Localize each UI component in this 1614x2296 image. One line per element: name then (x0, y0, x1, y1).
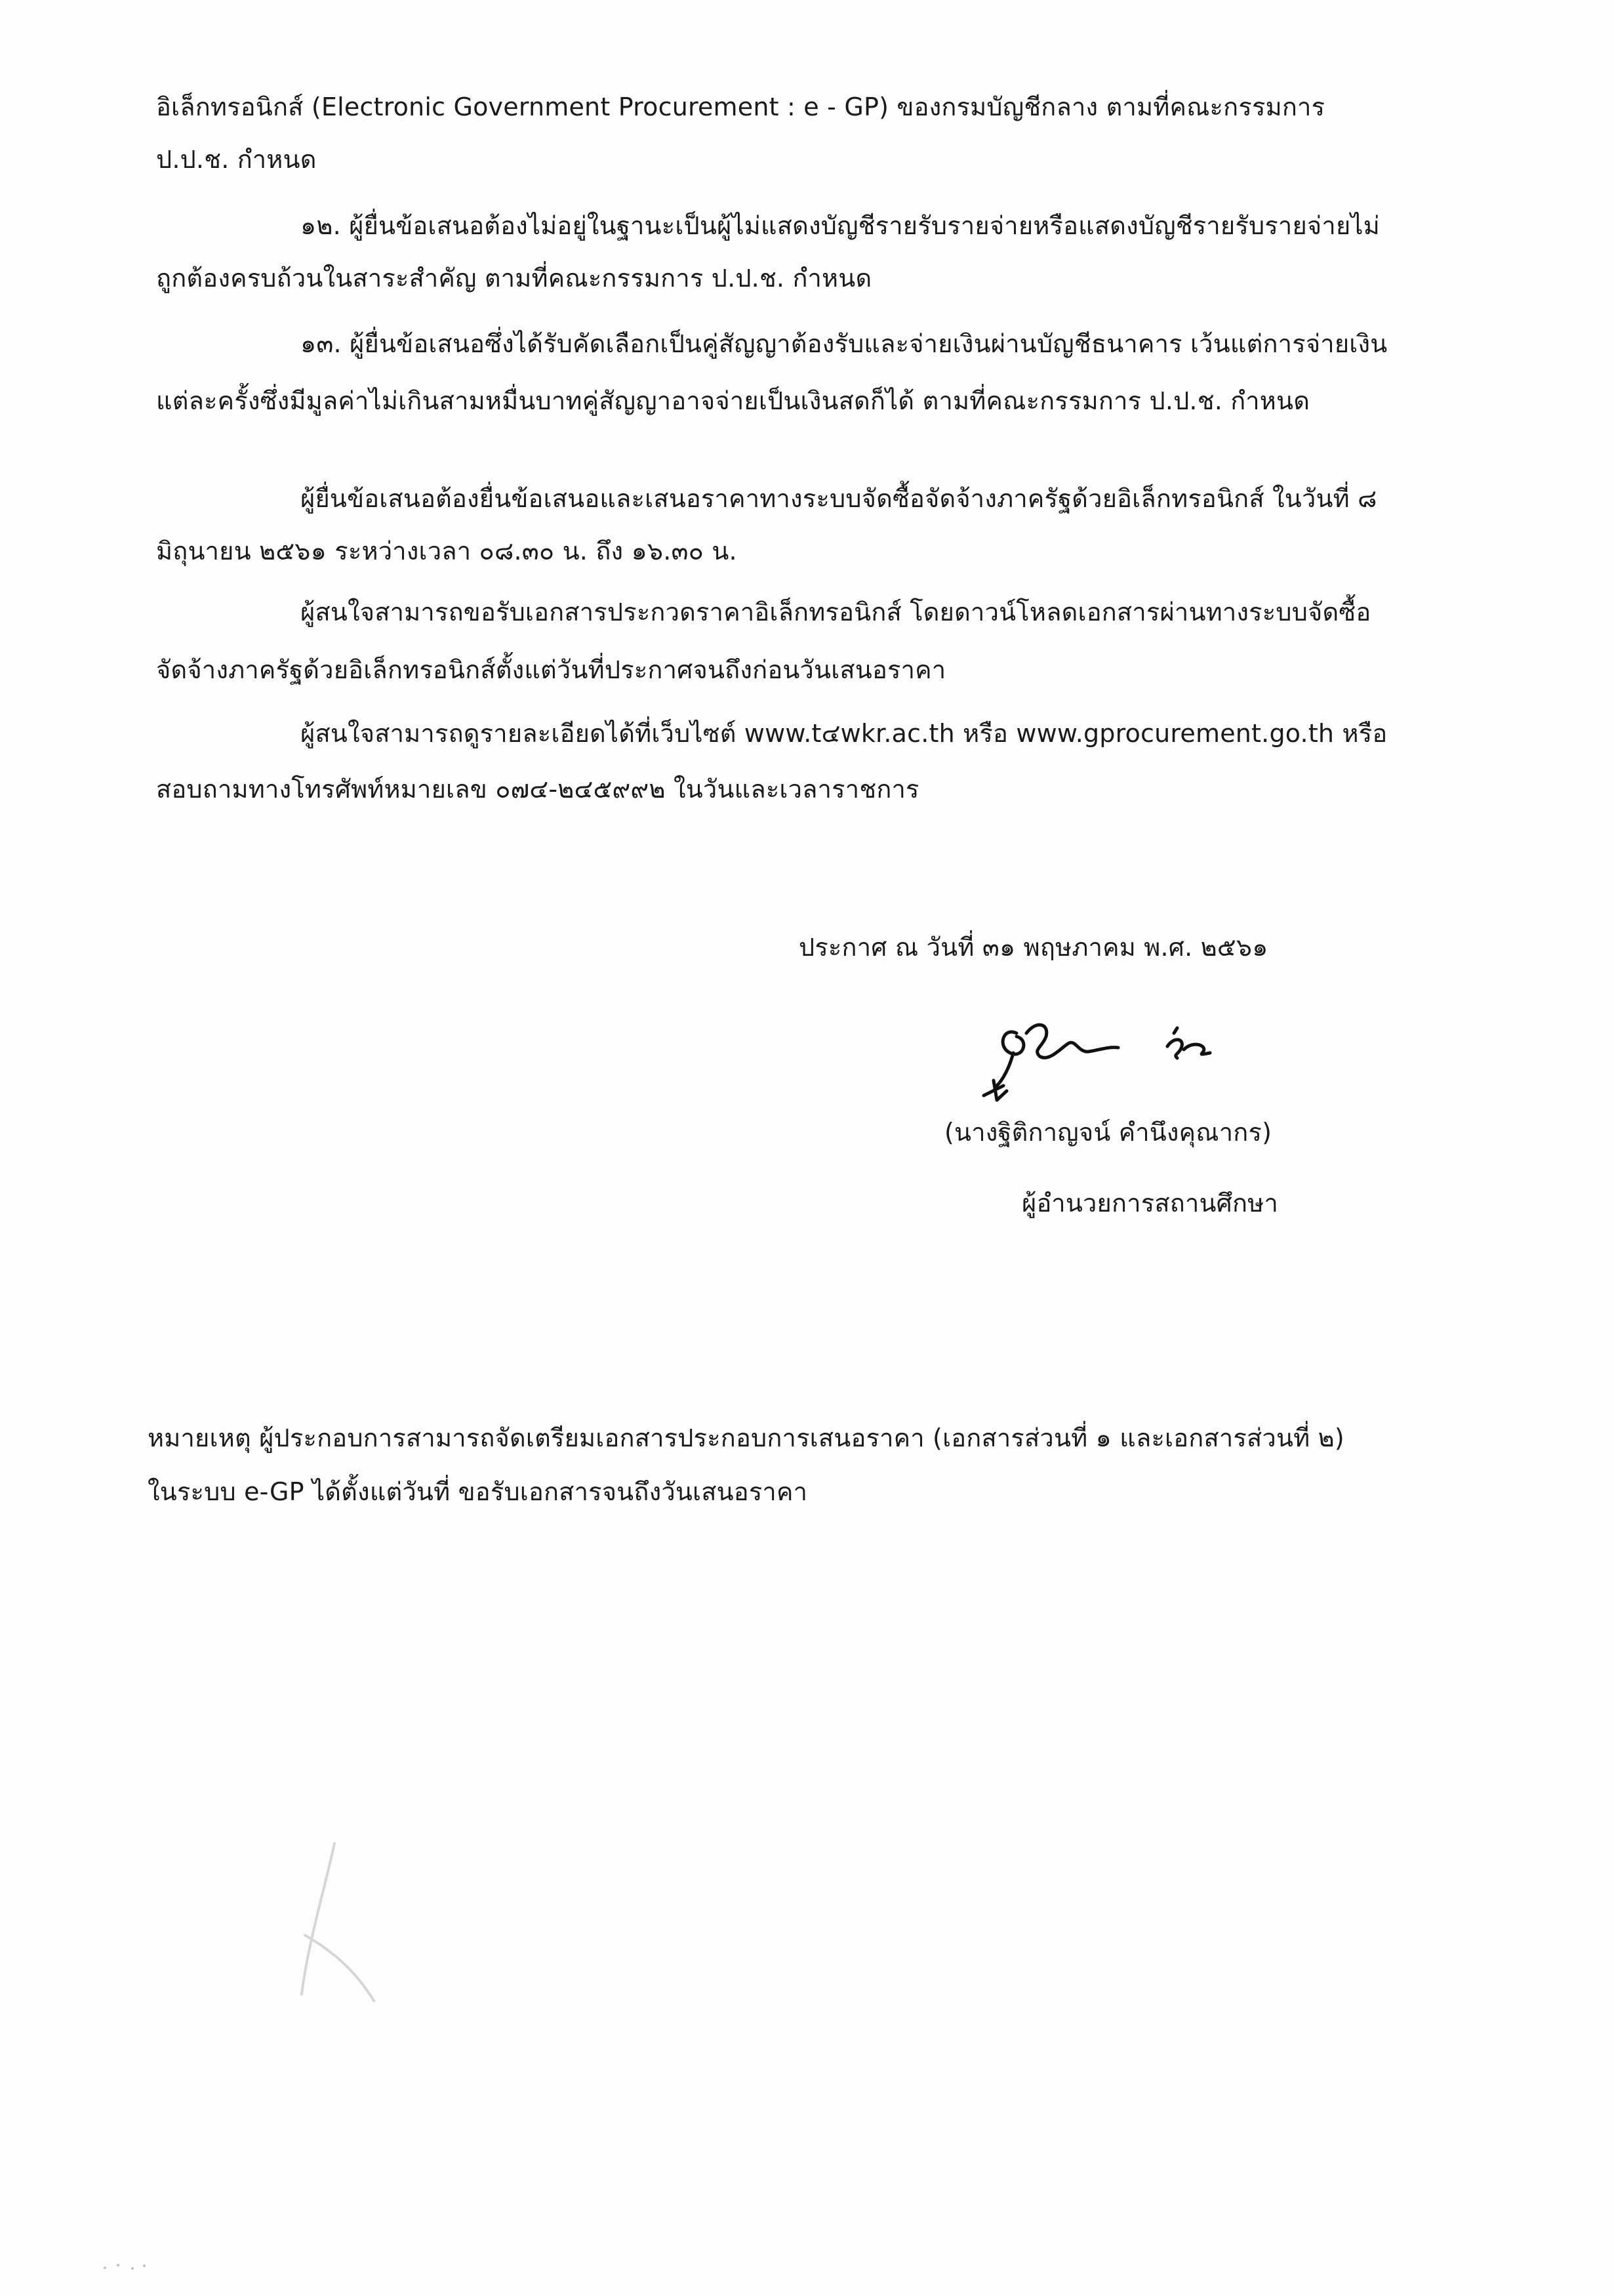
clause-12-line-1: ๑๒. ผู้ยื่นข้อเสนอต้องไม่อยู่ในฐานะเป็นผู้ไม่แสดงบัญชีรายรับรายจ่ายหรือแสดงบัญชีรายรับรายจ่ายไม่ (300, 211, 1380, 240)
scan-speck-drawing (98, 2260, 157, 2273)
signature (977, 1007, 1266, 1112)
signer-title: ผู้อำนวยการสถานศึกษา (1022, 1189, 1278, 1218)
contact-line-1: ผู้สนใจสามารถดูรายละเอียดได้ที่เว็บไซต์ www.t๔wkr.ac.th หรือ www.gprocurement.go.th หรือ (300, 719, 1388, 748)
body-line-2: ป.ป.ช. กำหนด (156, 145, 317, 174)
submission-line-1: ผู้ยื่นข้อเสนอต้องยื่นข้อเสนอและเสนอราคาทางระบบจัดซื้อจัดจ้างภาครัฐด้วยอิเล็กทรอนิกส์ ในวันที่ ๘ (300, 484, 1377, 513)
signer-name: (นางฐิติกาญจน์ คำนึงคุณากร) (944, 1118, 1272, 1147)
announcement-date: ประกาศ ณ วันที่ ๓๑ พฤษภาคม พ.ศ. ๒๕๖๑ (799, 933, 1268, 962)
submission-line-2: มิถุนายน ๒๕๖๑ ระหว่างเวลา ๐๘.๓๐ น. ถึง ๑๖.๓๐ น. (156, 537, 737, 565)
download-line-2: จัดจ้างภาครัฐด้วยอิเล็กทรอนิกส์ตั้งแต่วันที่ประกาศจนถึงก่อนวันเสนอราคา (156, 655, 946, 684)
signature-drawing (977, 1007, 1266, 1112)
contact-line-2: สอบถามทางโทรศัพท์หมายเลข ๐๗๔-๒๔๕๙๙๒ ในวันและเวลาราชการ (156, 775, 919, 804)
pencil-mark-drawing (289, 1837, 387, 2007)
clause-13-line-1: ๑๓. ผู้ยื่นข้อเสนอซึ่งได้รับคัดเลือกเป็นคู่สัญญาต้องรับและจ่ายเงินผ่านบัญชีธนาคาร เว้นแต่การจ่ายเงิน (300, 329, 1388, 358)
clause-12-line-2: ถูกต้องครบถ้วนในสาระสำคัญ ตามที่คณะกรรมการ ป.ป.ช. กำหนด (156, 264, 872, 293)
note-line-1: หมายเหตุ ผู้ประกอบการสามารถจัดเตรียมเอกสารประกอบการเสนอราคา (เอกสารส่วนที่ ๑ และเอกสารส่วนที่ ๒) (148, 1424, 1344, 1452)
note-line-2: ในระบบ e-GP ได้ตั้งแต่วันที่ ขอรับเอกสารจนถึงวันเสนอราคา (148, 1477, 808, 1506)
body-line-1: อิเล็กทรอนิกส์ (Electronic Government Procurement : e - GP) ของกรมบัญชีกลาง ตามที่คณะกรรมการ (156, 92, 1325, 121)
pencil-mark (289, 1837, 387, 2007)
scan-speck (98, 2260, 157, 2273)
download-line-1: ผู้สนใจสามารถขอรับเอกสารประกวดราคาอิเล็กทรอนิกส์ โดยดาวน์โหลดเอกสารผ่านทางระบบจัดซื้อ (300, 598, 1371, 626)
clause-13-line-2: แต่ละครั้งซึ่งมีมูลค่าไม่เกินสามหมื่นบาทคู่สัญญาอาจจ่ายเป็นเงินสดก็ได้ ตามที่คณะกรรมการ ป.ป.ช. กำหนด (156, 386, 1310, 415)
